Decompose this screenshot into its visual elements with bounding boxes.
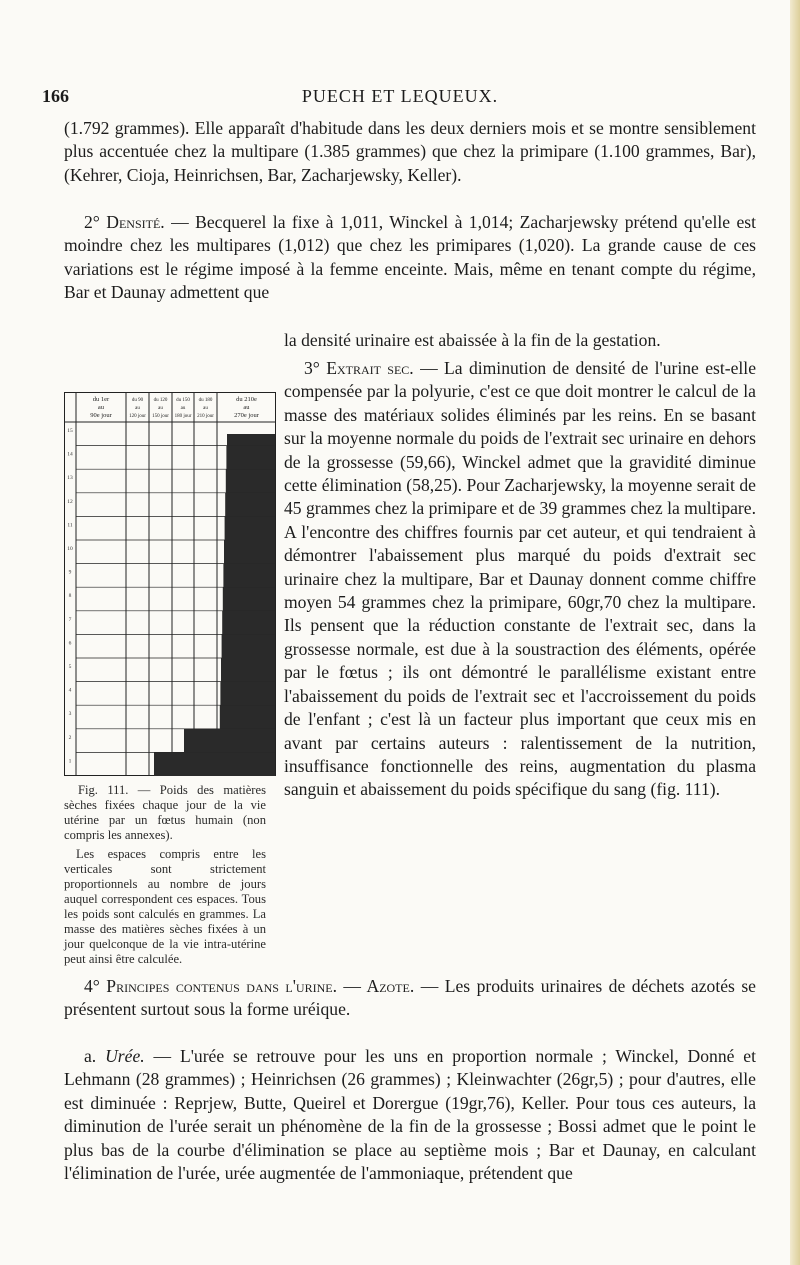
column-header-text: du 90 [131,398,144,403]
column-header-text: au [243,404,250,411]
fill-band [227,434,275,446]
paragraph-body: — Les produits urinaires de déchets azotés se présentent surtout sous la forme uréique. [64,976,756,1020]
page-number: 166 [42,86,69,106]
row-label: 1 [68,758,72,765]
item-letter: a. [84,1046,106,1066]
paragraph-densite-continued: la densité urinaire est abaissée à la fin de la gestation. [284,330,661,350]
row-label: 14 [67,451,73,458]
row-label: 8 [68,593,72,600]
column-header-text: au [97,404,105,411]
paragraph-body: — L'urée se retrouve pour les uns en proportion normale ; Winckel, Donné et Lehmann (28 grammes) ; Heinrichsen (26 grammes) ; Kleinwachter (26gr,5) ; pour d'autres, elle est diminuée : Reprjew, Butte, Queirel et Dorergue (19gr,76), Keller. Pour tous ces auteurs, la diminution de l'urée serait un phénomène de la fin de la grossesse ; Bossi admet que le point le plus bas de la courbe d'élimination se place au septième mois ; Bar et Daunay, en calculant l'élimination de l'urée, urée augmentée de l'ammoniaque, prétendent que [64,1046,756,1184]
running-header [42,86,758,112]
fill-band [184,729,275,753]
paragraph-densite [64,211,756,305]
row-label: 11 [67,522,73,529]
row-label: 12 [67,498,73,505]
column-header-text: 270e jour [234,412,259,419]
section-title: Extrait sec. [326,358,414,378]
fill-band [224,540,275,564]
fill-band [222,611,275,635]
figure-111 [64,392,276,776]
row-label: 2 [68,734,72,741]
section-number: 4° [84,976,107,996]
paragraph-body: — Becquerel la fixe à 1,011, Winckel à 1,014; Zacharjewsky prétend qu'elle est moindre chez les multipares (1,012) que chez les primipares (1,020). La grande cause de ces variations est le régime imposé à la femme enceinte. Mais, même en tenant compte du régime, Bar et Daunay admettent que [64,212,757,303]
column-header-text: 150 jour [152,414,169,419]
row-label: 15 [67,428,73,434]
fill-band [226,469,275,493]
page-edge [790,0,800,1265]
paragraph-principes [64,975,756,1022]
column-header-text: 90e jour [90,412,112,419]
column-header-text: du 180 [198,398,213,403]
fill-band [221,658,275,682]
row-label: 5 [68,664,72,670]
section-title: Densité. [106,212,165,232]
row-label: 6 [68,640,72,647]
paragraph-1: (1.792 grammes). Elle apparaît d'habitude dans les deux derniers mois et se montre sensiblement plus accentuée chez la multipare (1.385 grammes) que chez la primipare (1.100 grammes, Bar), (Kehrer, Cioja, Heinrichsen, Bar, Zacharjewsky, Keller). [64,118,756,185]
row-labels [67,428,73,764]
column-header-text: 120 jour [129,414,146,419]
column-header-text: du 150 [176,398,190,403]
fill-band [154,752,275,776]
caption-title: Fig. 111. — Poids des matières sèches fixées chaque jour de la vie utérine par un fœtus humain (non compris les annexes). [64,783,266,842]
column-header-text: au [203,406,208,411]
fill-band [220,682,275,706]
fill-band [225,516,275,540]
column-headers [90,396,259,419]
paragraph-uree [64,1045,756,1185]
fill-band [225,493,275,517]
fill-band [223,564,275,588]
section-number: 3° [304,358,327,378]
running-head: PUECH ET LEQUEUX. [301,86,499,106]
paragraph-body: — La diminution de densité de l'urine est-elle compensée par la polyurie, c'est ce que doit montrer le calcul de la masse des matériaux solides éliminés par les reins. En se basant sur la moyenne normale du poids de l'extrait sec urinaire en dehors de la grossesse (59,66), Winckel admet que la gravidité diminue cette élimination (58,25). Pour Zacharjewsky, la moyenne serait de 45 grammes chez la primipare et de 39 grammes chez la multipare. A l'encontre des chiffres fournis par cet auteur, et qui tendraient à démontrer l'abaissement plus marqué du poids d'extrait sec urinaire chez la multipare, Bar et Daunay donnent comme chiffre moyen 54 grammes chez la primipare, 60gr,70 chez la multipare. Ils pensent que la réduction constante de l'extrait sec, dans la grossesse normale, est due à la soustraction des éléments, opérée par le fœtus ; ils ont démontré le parallélisme existant entre l'abaissement du poids de l'extrait sec et l'accroissement du poids de l'enfant ; c'est là un facteur plus important que ceux mis en avant par certains auteurs : ralentissement de la nutrition, insuffisance fonctionnelle des reins, augmentation du plasma sanguin et abaissement du poids spécifique du sang (fig. 111). [284,358,757,800]
caption-body: Les espaces compris entre les verticales sont strictement proportionnels au nombre de jours auquel correspondent ces espaces. Tous les poids sont calculés en grammes. La masse des matières sèches fixées à un jour quelconque de la vie intra-utérine peut ainsi être calculée. [64,847,266,966]
column-header-text: du 1er [92,396,110,403]
section-title: Principes contenus dans l'urine. — Azote. [106,976,415,996]
fill-band [222,634,275,658]
row-label: 4 [68,687,72,694]
row-label: 13 [67,475,73,482]
row-label: 10 [67,546,73,552]
section-number: 2° [84,212,107,232]
item-title: Urée. [105,1046,145,1066]
row-label: 7 [68,616,72,623]
fill-band [220,705,275,729]
row-label: 9 [68,569,72,576]
column-header-text: du 120 [153,398,168,403]
column-header-text: du 210e [236,396,257,403]
fill-band [226,446,275,470]
fill-band [223,587,275,611]
column-header-text: 180 jour [174,414,192,419]
figure-caption [64,783,266,967]
paragraph-extrait-sec [284,357,756,802]
column-header-text: au [158,406,163,411]
row-label: 3 [68,711,72,718]
column-header-text: au [180,406,186,411]
column-header-text: 210 jour [197,414,214,419]
column-header-text: au [135,406,140,411]
